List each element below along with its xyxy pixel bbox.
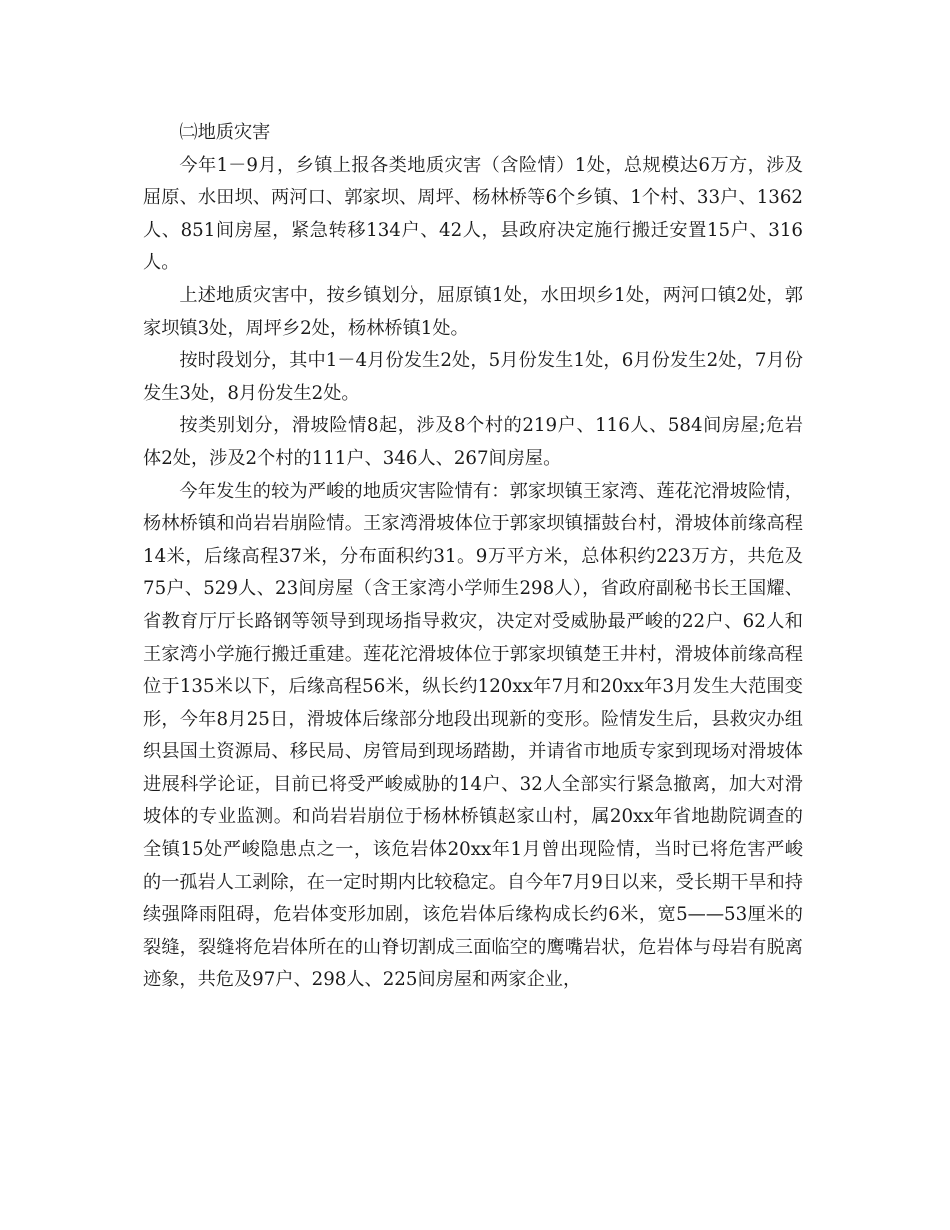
paragraph-by-period: 按时段划分，其中1－4月份发生2处，5月份发生1处，6月份发生2处，7月份发生3处，8月份发生2处。	[143, 350, 803, 404]
paragraph-major-hazards: 今年发生的较为严峻的地质灾害险情有：郭家坝镇王家湾、莲花沱滑坡险情，杨林桥镇和尚岩岩崩险情。王家湾滑坡体位于郭家坝镇擂鼓台村，滑坡体前缘高程14米，后缘高程37米，分布面积约31。9万平方米，总体积约223万方，共危及75户、529人、23间房屋（含王家湾小学师生298人），省政府副秘书长王国耀、省教育厅厅长路钢等领导到现场指导救灾，决定对受威胁最严峻的22户、62人和王家湾小学施行搬迁重建。莲花沱滑坡体位于郭家坝镇楚王井村，滑坡体前缘高程位于135米以下，后缘高程56米，纵长约120xx年7月和20xx年3月发生大范围变形，今年8月25日，滑坡体后缘部分地段出现新的变形。险情发生后，县救灾办组织县国土资源局、移民局、房管局到现场踏勘，并请省市地质专家到现场对滑坡体进展科学论证，目前已将受严峻威胁的14户、32人全部实行紧急撤离，加大对滑坡体的专业监测。和尚岩岩崩位于杨林桥镇赵家山村，属20xx年省地勘院调查的全镇15处严峻隐患点之一，该危岩体20xx年1月曾出现险情，当时已将危害严峻的一孤岩人工剥除，在一定时期内比较稳定。自今年7月9日以来，受长期干旱和持续强降雨阻碍，危岩体变形加剧，该危岩体后缘构成长约6米，宽5——53厘米的裂缝，裂缝将危岩体所在的山脊切割成三面临空的鹰嘴岩状，危岩体与母岩有脱离迹象，共危及97户、298人、225间房屋和两家企业，	[143, 480, 803, 991]
section-heading: ㈡地质灾害	[179, 122, 271, 143]
document-body	[143, 117, 803, 997]
paragraph-by-category: 按类别划分，滑坡险情8起，涉及8个村的219户、116人、584间房屋;危岩体2处，涉及2个村的111户、346人、267间房屋。	[143, 415, 803, 469]
paragraph-summary: 今年1－9月，乡镇上报各类地质灾害（含险情）1处，总规模达6万方，涉及屈原、水田坝、两河口、郭家坝、周坪、杨林桥等6个乡镇、1个村、33户、1362人、851间房屋，紧急转移134户、42人，县政府决定施行搬迁安置15户、316人。	[143, 154, 803, 274]
paragraph-by-township: 上述地质灾害中，按乡镇划分，屈原镇1处，水田坝乡1处，两河口镇2处，郭家坝镇3处，周坪乡2处，杨林桥镇1处。	[143, 284, 803, 339]
